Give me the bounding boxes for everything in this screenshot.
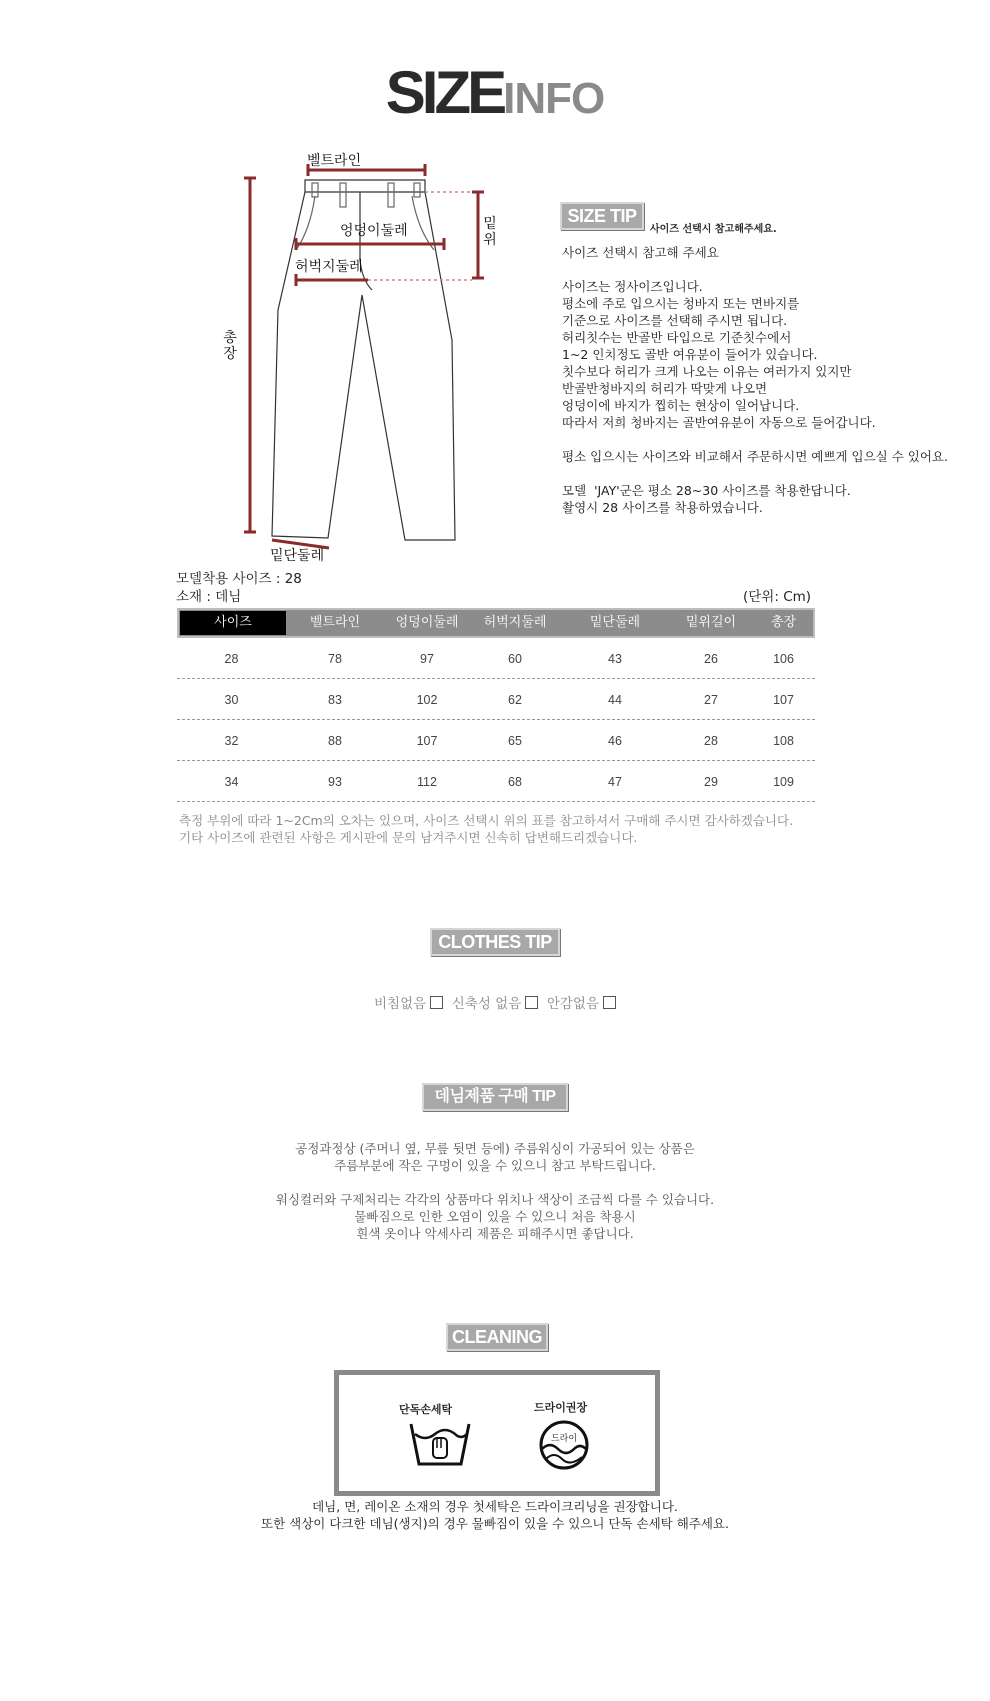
- checkbox-icon: [430, 996, 443, 1009]
- title-info: INFO: [503, 74, 605, 123]
- size-tip-caption: 사이즈 선택시 참고해주세요.: [650, 224, 777, 235]
- table-header: [177, 608, 815, 638]
- table-row: 32 88 107 65 46 28 108: [177, 720, 815, 761]
- page-title: [0, 58, 990, 127]
- label-hip: 엉덩이둘레: [340, 223, 408, 239]
- table-row: 30 83 102 62 44 27 107: [177, 679, 815, 720]
- checkbox-icon: [603, 996, 616, 1009]
- size-table: [177, 608, 815, 802]
- size-tip-badge: SIZE TIP: [560, 202, 644, 230]
- title-size: SIZE: [385, 59, 504, 126]
- header-rise: 밑위길이: [685, 615, 737, 630]
- label-rise: 밑 위: [483, 216, 497, 248]
- cleaning-text: 데님, 면, 레이온 소재의 경우 첫세탁은 드라이크리닝을 권장합니다. 또한 색상이 다크한 데님(생지)의 경우 물빠짐이 있을 수 있으니 단독 손세탁 해주세요.: [261, 1499, 729, 1531]
- table-row: 28 78 97 60 43 26 106: [177, 638, 815, 679]
- dry-clean-label: 드라이권장: [534, 1401, 588, 1414]
- table-row: 34 93 112 68 47 29 109: [177, 761, 815, 802]
- denim-tip-text: 공정과정상 (주머니 옆, 무릎 뒷면 등에) 주름워싱이 가공되어 있는 상품은 주름부분에 작은 구멍이 있을 수 있으니 참고 부탁드립니다. 워싱컬러와 구제처리는 각각의 상품마다 위치나 색상이 조금씩 다를 수 있습니다. 물빠짐으로 인한 오염이 있을 수 있으니 처음 착용시 흰색 옷이나 악세사리 제품은 피해주시면 좋답니다.: [275, 1141, 715, 1241]
- option-no-lining: 안감없음: [546, 996, 600, 1012]
- measure-note: 측정 부위에 따라 1~2Cm의 오차는 있으며, 사이즈 선택시 위의 표를 참고하셔서 구매해 주시면 감사하겠습니다. 기타 사이즈에 관련된 사항은 게시판에 문의 남겨주시면 신속히 답변해드리겠습니다.: [179, 813, 794, 845]
- header-hip: 엉덩이둘레: [395, 615, 459, 630]
- unit-label: (단위: Cm): [743, 589, 812, 605]
- option-no-see-through: 비침없음: [373, 996, 427, 1012]
- checkbox-icon: [525, 996, 538, 1009]
- header-size: 사이즈: [180, 611, 286, 635]
- size-tip-text: 사이즈 선택시 참고해 주세요 사이즈는 정사이즈입니다. 평소에 주로 입으시는 청바지 또는 면바지를 기준으로 사이즈를 선택해 주시면 됩니다. 허리칫수는 반골반 타입으로 기준칫수에서 1~2 인치정도 골반 여유분이 들어가 있습니다. 칫수보다 허리가 크게 나오는 이유는 여러가지 있지만 반골반청바지의 허리가 딱맞게 나오면 엉덩이에 바지가 찝히는 현상이 일어납니다. 따라서 저희 청바지는 골반여유분이 자동으로 들어갑니다. 평소 입으시는 사이즈와 비교해서 주문하시면 예쁘게 입으실 수 있어요. 모델 'JAY'군은 평소 28~30 사이즈를 착용한답니다. 촬영시 28 사이즈를 착용하였습니다.: [562, 245, 948, 515]
- hand-wash-icon: [409, 1420, 471, 1468]
- header-length: 총장: [770, 615, 797, 630]
- pants-diagram: [200, 140, 500, 560]
- dry-clean-icon: [538, 1419, 590, 1471]
- model-size: 모델착용 사이즈 : 28: [176, 571, 302, 587]
- option-no-stretch: 신축성 없음: [451, 996, 522, 1012]
- cleaning-box: [334, 1370, 660, 1496]
- clothes-options: [0, 992, 990, 1012]
- label-belt-line: 벨트라인: [307, 153, 362, 169]
- label-length: 총 장: [223, 330, 237, 362]
- header-hem: 밑단둘레: [589, 615, 641, 630]
- model-info: [176, 570, 302, 606]
- dry-clean-icon-text: 드라이: [550, 1434, 578, 1444]
- label-thigh: 허벅지둘레: [295, 259, 363, 275]
- label-hem: 밑단둘레: [270, 548, 325, 564]
- header-thigh: 허벅지둘레: [483, 615, 547, 630]
- cleaning-badge: CLEANING: [446, 1323, 548, 1351]
- denim-tip-badge: 데님제품 구매 TIP: [422, 1083, 568, 1111]
- hand-wash-label: 단독손세탁: [399, 1403, 453, 1416]
- material: 소재 : 데님: [176, 589, 242, 605]
- clothes-tip-badge: CLOTHES TIP: [430, 928, 560, 956]
- header-belt: 벨트라인: [309, 615, 361, 630]
